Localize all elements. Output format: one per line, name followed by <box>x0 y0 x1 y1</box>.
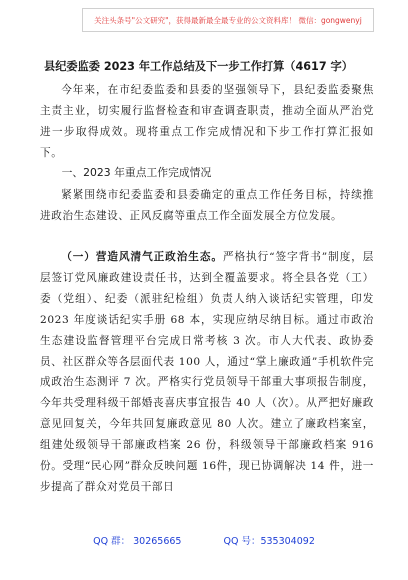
promo-banner <box>82 8 374 32</box>
qq-group-link[interactable]: QQ 群： 30265665 <box>93 536 182 547</box>
section-intro-paragraph: 紧紧围绕市纪委监委和县委确定的重点工作任务目标，持续推进政治生态建设、正风反腐等重点工作全面发展全方位发展。 <box>40 189 374 222</box>
item-lead: （一）营造风清气正政治生态。 <box>61 251 223 263</box>
item-body: 严格执行“签字背书”制度，层层签订党风廉政建设责任书，达到全覆盖要求。将全县各党（工）委（党组）、纪委（派驻纪检组）负责人纳入谈话纪实管理，印发 2023 年度谈话纪实手册 68 本，实现应纳尽纳目标。通过市政治生态建设监督管理平台完成日常考核 3 次。市人大代表、政协委员、社区群众等各层面代表 100 人，通过“掌上廉政通”手机软件完成政治生态测评 7 次。严格实行党员领导干部重大事项报告制度，今年共受理科级干部婚丧喜庆事宜报告 40 人（次）。从严把好廉政意见回复关，今年共回复廉政意见 80 人次。建立了廉政档案室，组建处级领导干部廉政档案 26 份，科级领导干部廉政档案 916 份。受理“民心网”群众反映问题 16件，现已协调解决 14 件，进一步提高了群众对党员干部日 <box>40 251 374 493</box>
footer-contacts <box>0 533 408 547</box>
intro-paragraph: 今年来，在市纪委监委和县委的坚强领导下，县纪委监委聚焦主责主业，切实履行监督检查和审查调查职责，推动全面从严治党进一步取得成效。现将重点工作完成情况和下步工作打算汇报如下。 <box>40 84 374 159</box>
promo-banner-text: 关注头条号"公文研究"，获得最新最全最专业的公文资料库！ 微信：gongwenyj <box>94 15 362 25</box>
document-title: 县纪委监委 2023 年工作总结及下一步工作打算（4617 字） <box>44 60 353 73</box>
section-heading: 一、2023 年重点工作完成情况 <box>61 166 212 179</box>
item-paragraph <box>40 247 374 498</box>
qq-number-link[interactable]: QQ 号：535304092 <box>223 536 315 547</box>
